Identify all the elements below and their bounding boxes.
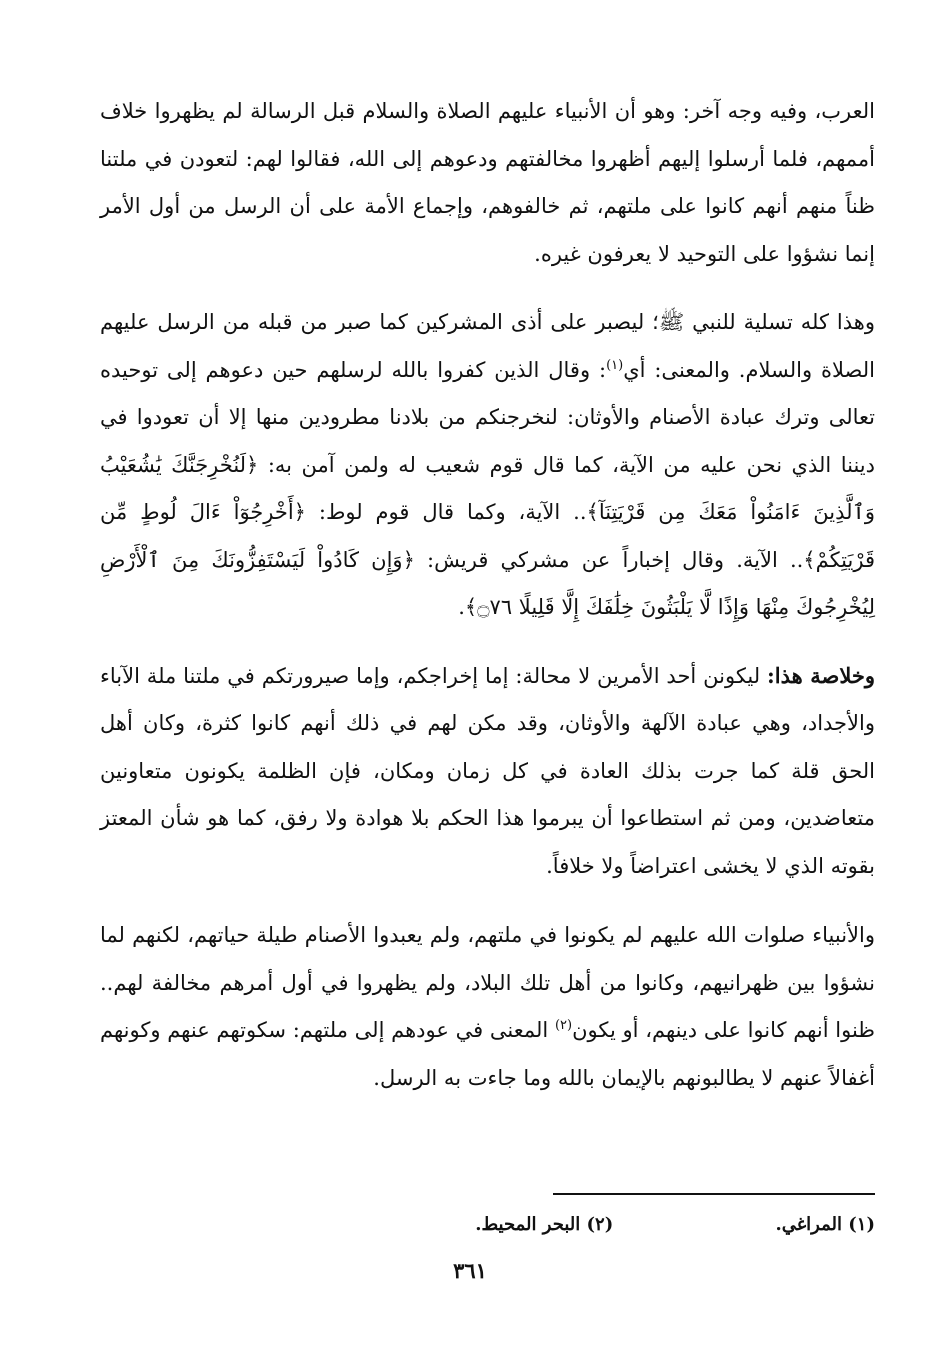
paragraph-1-text: العرب، وفيه وجه آخر: وهو أن الأنبياء عليهم الصلاة والسلام قبل الرسالة لم يظهروا خلاف أممهم، فلما أرسلوا إليهم أظهروا مخالفتهم ودعوهم إلى الله، فقالوا لهم: لتعودن في ملتنا ظناً منهم أنهم كانوا على ملتهم، ثم خالفوهم، وإجماع الأمة على أن الرسل من أول الأمر إنما نشؤوا على التوحيد لا يعرفون غيره. — [100, 99, 875, 266]
footnote-ref-1: (١) — [606, 357, 624, 373]
paragraph-4-text-a: والأنبياء صلوات الله عليهم لم يكونوا في ملتهم، ولم يعبدوا الأصنام طيلة حياتهم، لكنهم لما نشؤوا بين ظهرانيهم، وكانوا من أهل تلك البلاد، ولم يظهروا في أول أمرهم مخالفة لهم.. ظنوا أنهم كانوا على دينهم، أو يكون — [100, 923, 875, 1042]
page-body — [100, 88, 875, 1102]
paragraph-3-lead: وخلاصة هذا: — [767, 662, 875, 688]
paragraph-1 — [100, 88, 875, 278]
paragraph-2-text-a: وهذا كله تسلية للنبي ﷺ؛ ليصبر على أذى المشركين كما صبر من قبله من الرسل عليهم الصلاة والسلام. والمعنى: أي — [100, 310, 875, 382]
paragraph-3 — [100, 652, 875, 891]
footnote-2: (٢) البحر المحيط. — [475, 1214, 614, 1235]
footnotes — [100, 1205, 875, 1245]
paragraph-2-text-b: : وقال الذين كفروا بالله لرسلهم حين دعوهم إلى توحيده تعالى وترك عبادة الأصنام والأوثان: لنخرجنكم من بلادنا مطرودين منها إلا أن تعودوا في ديننا الذي نحن عليه من الآية، كما قال قوم شعيب له ولمن آمن به: ﴿لَنُخْرِجَنَّكَ يَٰشُعَيْبُ وَٱلَّذِينَ ءَامَنُواْ مَعَكَ مِن قَرْيَتِنَآ﴾.. الآية، وكما قال قوم لوط: ﴿أَخْرِجُوٓاْ ءَالَ لُوطٍ مِّن قَرْيَتِكُمْ﴾.. الآية. وقال إخباراً عن مشركي قريش: ﴿وَإِن كَادُواْ لَيَسْتَفِزُّونَكَ مِنَ ٱلْأَرْضِ لِيُخْرِجُوكَ مِنْهَا وَإِذًا لَّا يَلْبَثُونَ خِلَٰفَكَ إِلَّا قَلِيلًا ۝٧٦﴾. — [100, 357, 875, 619]
footnote-1: (١) المراغي. — [775, 1214, 875, 1235]
page-number: ٣٦١ — [453, 1258, 487, 1283]
paragraph-4-text-b: المعنى في عودهم إلى ملتهم: سكوتهم عنهم وكونهم أغفالاً عنهم لا يطالبونهم بالإيمان بالله وما جاءت به الرسل. — [100, 1018, 875, 1090]
paragraph-2 — [100, 299, 875, 632]
footnote-ref-2: (٢) — [554, 1018, 573, 1033]
paragraph-4 — [100, 912, 875, 1102]
paragraph-3-text: ليكونن أحد الأمرين لا محالة: إما إخراجكم، وإما صيرورتكم في ملتنا ملة الآباء والأجداد، وهي عبادة الآلهة والأوثان، وقد مكن لهم في ذلك أنهم كانوا كثرة، وكان أهل الحق قلة كما جرت بذلك العادة في كل زمان ومكان، فإن الظلمة يكونون متعاونين متعاضدين، ومن ثم استطاعوا أن يبرموا هذا الحكم بلا هوادة ولا رفق، كما هو شأن المعتز بقوته الذي لا يخشى اعتراضاً ولا خلافاً. — [100, 663, 875, 878]
footnote-divider — [553, 1193, 875, 1195]
